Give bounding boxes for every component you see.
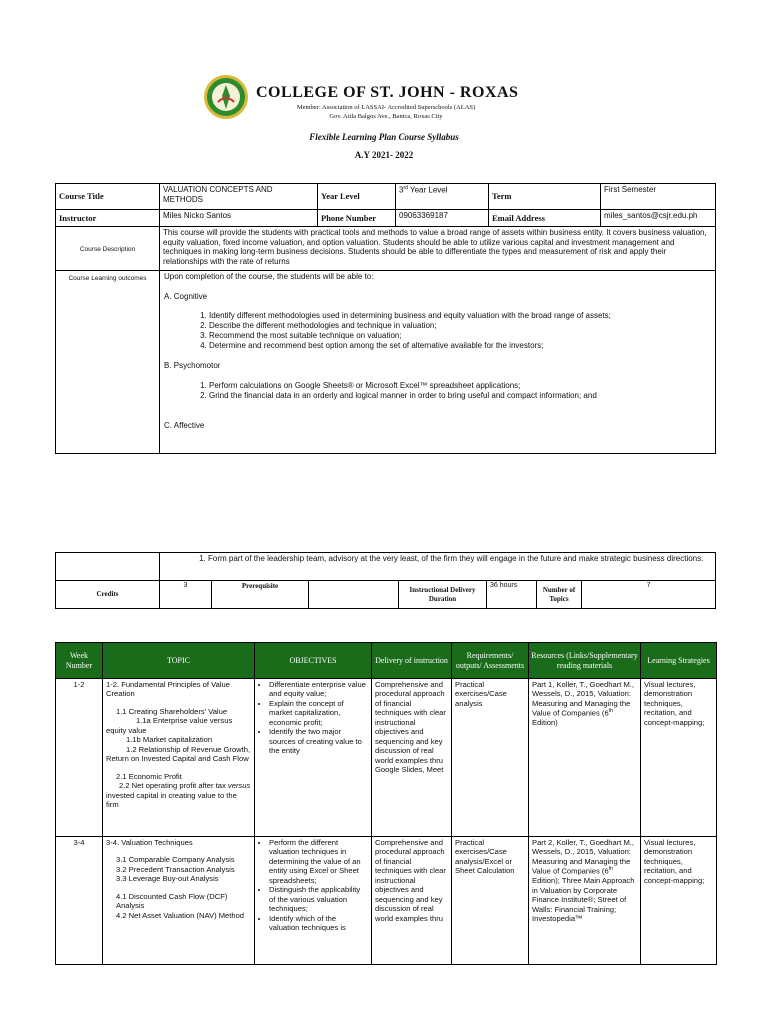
week-cell: 3-4 xyxy=(56,837,103,965)
year-level-value: 3rd Year Level xyxy=(396,184,489,210)
topic-line: invested capital in creating value to the firm xyxy=(106,790,237,810)
objectives-list xyxy=(258,680,368,756)
topic-line: 3.1 Comparable Company Analysis xyxy=(116,855,235,865)
course-info-table xyxy=(55,183,716,454)
topic-cell xyxy=(103,679,255,837)
list-item: 1. Perform calculations on Google Sheets® or Microsoft Excel™ spreadsheet applications; xyxy=(209,381,712,391)
affective-heading: C. Affective xyxy=(164,420,205,430)
strategies-cell: Visual lectures, demonstration techniques, recitation, and concept-mapping; xyxy=(641,837,717,965)
list-item: 1. Identify different methodologies used in determining business and equity valuation with the broad range of assets; xyxy=(209,311,712,321)
list-item: • Perform the different valuation techniques in determining the value of an entity using Excel or Sheet spreadsheets; xyxy=(269,838,368,885)
topics-label: Number of Topics xyxy=(537,581,582,609)
delivery-cell: Comprehensive and procedural approach of financial techniques with clear instructional objectives and sequencing and key discussion of real world examples thru xyxy=(372,837,452,965)
list-item: • Differentiate enterprise value and equity value; xyxy=(269,680,368,699)
topic-line: 1.1 Creating Shareholders' Value xyxy=(116,706,228,716)
psychomotor-list xyxy=(164,381,712,401)
credits-value: 3 xyxy=(160,581,212,609)
cognitive-heading: A. Cognitive xyxy=(164,291,208,301)
list-item: 2. Describe the different methodologies and technique in valuation; xyxy=(209,321,712,331)
document-title: Flexible Learning Plan Course Syllabus xyxy=(309,132,459,142)
affective-list xyxy=(163,554,712,564)
prerequisite-label: Prerequisite xyxy=(212,581,309,609)
college-name: COLLEGE OF ST. JOHN - ROXAS xyxy=(256,84,519,101)
term-value: First Semester xyxy=(601,184,716,210)
phone-value: 09063369187 xyxy=(396,210,489,227)
outcomes-cell xyxy=(160,271,716,454)
header-delivery: Delivery of instruction xyxy=(372,643,452,679)
list-item: 2. Grind the financial data in an orderly and logical manner in order to bring useful and compact information; and xyxy=(209,391,712,401)
affective-cell xyxy=(160,553,716,581)
topic-line: 3.2 Precedent Transaction Analysis xyxy=(116,864,235,874)
empty-cell xyxy=(56,553,160,581)
list-item: 3. Recommend the most suitable technique on valuation; xyxy=(209,331,712,341)
topic-line-italic: versus xyxy=(227,781,251,791)
table-row xyxy=(56,679,717,837)
strategies-cell: Visual lectures, demonstration techniques, recitation, and concept-mapping; xyxy=(641,679,717,837)
address-line: Gov. Atila Balgos Ave., Banica, Roxas City xyxy=(329,113,443,120)
list-item: 1. Form part of the leadership team, advisory at the very least, of the firm they will engage in the future and make strategic business directions. xyxy=(208,554,712,564)
list-item: • Identify the two major sources of creating value to the entity xyxy=(269,727,368,755)
course-info-continued-table xyxy=(55,552,716,609)
email-label: Email Address xyxy=(489,210,601,227)
list-item: • Distinguish the applicability of the various valuation techniques; xyxy=(269,885,368,913)
description-label: Course Description xyxy=(56,227,160,271)
delivery-cell: Comprehensive and procedural approach of financial techniques with clear instructional objectives and sequencing and key discussion of real world examples thru Google Slides, Meet xyxy=(372,679,452,837)
year-level-label: Year Level xyxy=(318,184,396,210)
header-topic: TOPIC xyxy=(103,643,255,679)
header-objectives: OBJECTIVES xyxy=(255,643,372,679)
topic-line: 1.1b Market capitalization xyxy=(126,735,213,745)
resources-cell: Part 1, Koller, T., Goedhart M., Wessels, D., 2015, Valuation: Measuring and Managing the Value of Companies (6th Edition) xyxy=(529,679,641,837)
course-title-value: VALUATION CONCEPTS AND METHODS xyxy=(160,184,318,210)
topic-line: 4.2 Net Asset Valuation (NAV) Method xyxy=(116,910,245,920)
objectives-list xyxy=(258,838,368,933)
academic-year: A.Y 2021- 2022 xyxy=(354,150,414,160)
duration-value: 36 hours xyxy=(487,581,537,609)
outcomes-intro: Upon completion of the course, the students will be able to: xyxy=(164,272,374,281)
list-item: • Explain the concept of market capitalization, economic profit; xyxy=(269,699,368,727)
cognitive-list xyxy=(164,311,712,351)
course-title-label: Course Title xyxy=(56,184,160,210)
objectives-cell xyxy=(255,679,372,837)
header-resources: Resources (Links/Supplementary reading materials xyxy=(529,643,641,679)
topic-line: 1.2 Relationship of Revenue Growth, Return on Invested Capital and Cash Flow xyxy=(106,744,251,764)
table-row xyxy=(56,837,717,965)
header-strategies: Learning Strategies xyxy=(641,643,717,679)
topic-line: 2.2 Net operating profit after tax xyxy=(119,781,226,791)
list-item: 4. Determine and recommend best option among the set of alternative available for the investors; xyxy=(209,341,712,351)
topic-line-composite xyxy=(106,781,251,809)
prerequisite-value xyxy=(309,581,399,609)
topic-cell xyxy=(103,837,255,965)
header-requirements: Requirements/ outputs/ Assessments xyxy=(452,643,529,679)
duration-label: Instructional Delivery Duration xyxy=(399,581,487,609)
term-label: Term xyxy=(489,184,601,210)
week-cell: 1-2 xyxy=(56,679,103,837)
topics-value: 7 xyxy=(582,581,716,609)
membership-line: Member: Association of LASSAI- Accredited Superschools (ALAS) xyxy=(296,104,476,111)
instructor-value: Miles Nicko Santos xyxy=(160,210,318,227)
requirements-cell: Practical exercises/Case analysis xyxy=(452,679,529,837)
header-week: Week Number xyxy=(56,643,103,679)
topic-line: 3.3 Leverage Buy-out Analysis xyxy=(116,874,219,884)
instructor-label: Instructor xyxy=(56,210,160,227)
topic-title: 1-2. Fundamental Principles of Value Creation xyxy=(106,680,230,699)
requirements-cell: Practical exercises/Case analysis/Excel or Sheet Calculation xyxy=(452,837,529,965)
objectives-cell xyxy=(255,837,372,965)
outcomes-label: Course Learning outcomes xyxy=(56,271,160,454)
credits-label: Credits xyxy=(56,581,160,609)
resources-cell: Part 2, Koller, T., Goedhart M., Wessels, D., 2015, Valuation: Measuring and Managing the Value of Companies (6th Edition); Three Main Approach in Valuation by Corporate Finance Institute®; Street of Walls: Financial Training; Investopedia™ xyxy=(529,837,641,965)
topic-title: 3-4. Valuation Techniques xyxy=(106,838,193,847)
college-seal-logo xyxy=(203,74,249,120)
psychomotor-heading: B. Psychomotor xyxy=(164,361,221,371)
list-item: • Identify which of the valuation techniques is xyxy=(269,914,368,933)
email-value: miles_santos@csjr.edu.ph xyxy=(601,210,716,227)
phone-label: Phone Number xyxy=(318,210,396,227)
learning-plan-table xyxy=(55,642,717,965)
topic-line: 1.1a Enterprise value versus equity value xyxy=(106,716,233,735)
topic-line: 2.1 Economic Profit xyxy=(116,771,182,781)
topic-line: 4.1 Discounted Cash Flow (DCF) Analysis xyxy=(116,891,228,911)
description-text: This course will provide the students with practical tools and methods to value a broad range of assets within business entity. It covers business valuation, equity valuation, fixed income valuation, and option valuation. Students should be able to utilize various capital and investment management and techniques in making long-term business decisions. Students should be able to differentiate the types and measurement of risk and apply their relationships with the rate of returns xyxy=(160,227,716,271)
